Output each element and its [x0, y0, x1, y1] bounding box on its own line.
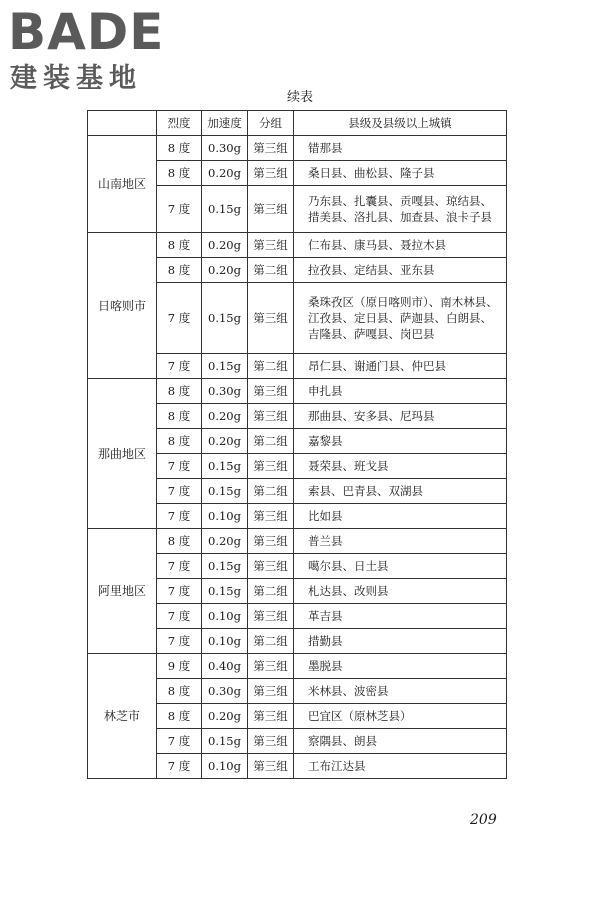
intensity-cell: 7 度	[157, 354, 202, 379]
group-cell: 第三组	[248, 679, 294, 704]
header-towns: 县级及县级以上城镇	[294, 111, 507, 136]
towns-cell: 聂荣县、班戈县	[294, 454, 507, 479]
acceleration-cell: 0.20g	[202, 404, 248, 429]
group-cell: 第二组	[248, 354, 294, 379]
acceleration-cell: 0.15g	[202, 186, 248, 233]
intensity-cell: 7 度	[157, 504, 202, 529]
header-group: 分组	[248, 111, 294, 136]
intensity-cell: 7 度	[157, 604, 202, 629]
table-row	[88, 136, 507, 161]
group-cell: 第二组	[248, 258, 294, 283]
intensity-cell: 8 度	[157, 704, 202, 729]
towns-cell: 桑日县、曲松县、隆子县	[294, 161, 507, 186]
table-row	[88, 379, 507, 404]
towns-cell: 拉孜县、定结县、亚东县	[294, 258, 507, 283]
table-header-row	[88, 111, 507, 136]
logo-subtitle: 建装基地	[10, 63, 142, 94]
towns-cell: 乃东县、扎囊县、贡嘎县、琼结县、措美县、洛扎县、加查县、浪卡子县	[294, 186, 507, 233]
intensity-cell: 7 度	[157, 729, 202, 754]
group-cell: 第三组	[248, 404, 294, 429]
acceleration-cell: 0.10g	[202, 604, 248, 629]
acceleration-cell: 0.30g	[202, 379, 248, 404]
group-cell: 第三组	[248, 161, 294, 186]
acceleration-cell: 0.20g	[202, 233, 248, 258]
intensity-cell: 8 度	[157, 679, 202, 704]
towns-cell: 索县、巴青县、双湖县	[294, 479, 507, 504]
seismic-table	[87, 110, 507, 779]
group-cell: 第三组	[248, 504, 294, 529]
table-body	[88, 136, 507, 779]
acceleration-cell: 0.10g	[202, 629, 248, 654]
table-row	[88, 654, 507, 679]
towns-cell: 米林县、波密县	[294, 679, 507, 704]
intensity-cell: 7 度	[157, 579, 202, 604]
towns-cell: 比如县	[294, 504, 507, 529]
group-cell: 第三组	[248, 729, 294, 754]
acceleration-cell: 0.20g	[202, 258, 248, 283]
towns-cell: 普兰县	[294, 529, 507, 554]
towns-cell: 申扎县	[294, 379, 507, 404]
brand-logo	[8, 3, 198, 96]
intensity-cell: 7 度	[157, 283, 202, 354]
intensity-cell: 8 度	[157, 529, 202, 554]
group-cell: 第三组	[248, 604, 294, 629]
group-cell: 第三组	[248, 554, 294, 579]
acceleration-cell: 0.15g	[202, 729, 248, 754]
towns-cell: 革吉县	[294, 604, 507, 629]
group-cell: 第二组	[248, 579, 294, 604]
intensity-cell: 7 度	[157, 479, 202, 504]
acceleration-cell: 0.30g	[202, 136, 248, 161]
group-cell: 第二组	[248, 429, 294, 454]
group-cell: 第三组	[248, 529, 294, 554]
intensity-cell: 9 度	[157, 654, 202, 679]
intensity-cell: 8 度	[157, 429, 202, 454]
acceleration-cell: 0.15g	[202, 479, 248, 504]
table-row	[88, 529, 507, 554]
intensity-cell: 7 度	[157, 754, 202, 779]
towns-cell: 巴宜区（原林芝县）	[294, 704, 507, 729]
intensity-cell: 8 度	[157, 136, 202, 161]
intensity-cell: 7 度	[157, 186, 202, 233]
table-caption: 续表	[286, 90, 313, 105]
acceleration-cell: 0.15g	[202, 354, 248, 379]
region-cell: 阿里地区	[88, 529, 157, 654]
group-cell: 第三组	[248, 233, 294, 258]
towns-cell: 札达县、改则县	[294, 579, 507, 604]
towns-cell: 噶尔县、日土县	[294, 554, 507, 579]
acceleration-cell: 0.40g	[202, 654, 248, 679]
group-cell: 第三组	[248, 186, 294, 233]
acceleration-cell: 0.20g	[202, 429, 248, 454]
group-cell: 第三组	[248, 379, 294, 404]
header-region	[88, 111, 157, 136]
intensity-cell: 8 度	[157, 161, 202, 186]
group-cell: 第二组	[248, 629, 294, 654]
group-cell: 第三组	[248, 283, 294, 354]
acceleration-cell: 0.10g	[202, 754, 248, 779]
page-number: 209	[470, 812, 497, 828]
group-cell: 第三组	[248, 754, 294, 779]
acceleration-cell: 0.15g	[202, 554, 248, 579]
intensity-cell: 8 度	[157, 404, 202, 429]
group-cell: 第三组	[248, 454, 294, 479]
towns-cell: 仁布县、康马县、聂拉木县	[294, 233, 507, 258]
intensity-cell: 7 度	[157, 629, 202, 654]
header-intensity: 烈度	[157, 111, 202, 136]
intensity-cell: 8 度	[157, 233, 202, 258]
intensity-cell: 7 度	[157, 554, 202, 579]
acceleration-cell: 0.10g	[202, 504, 248, 529]
acceleration-cell: 0.20g	[202, 529, 248, 554]
region-cell: 山南地区	[88, 136, 157, 233]
intensity-cell: 8 度	[157, 258, 202, 283]
region-cell: 林芝市	[88, 654, 157, 779]
group-cell: 第三组	[248, 136, 294, 161]
towns-cell: 嘉黎县	[294, 429, 507, 454]
group-cell: 第二组	[248, 479, 294, 504]
towns-cell: 工布江达县	[294, 754, 507, 779]
table-row	[88, 233, 507, 258]
header-acceleration: 加速度	[202, 111, 248, 136]
intensity-cell: 7 度	[157, 454, 202, 479]
region-cell: 日喀则市	[88, 233, 157, 379]
acceleration-cell: 0.20g	[202, 704, 248, 729]
towns-cell: 墨脱县	[294, 654, 507, 679]
towns-cell: 措勤县	[294, 629, 507, 654]
acceleration-cell: 0.20g	[202, 161, 248, 186]
acceleration-cell: 0.30g	[202, 679, 248, 704]
group-cell: 第三组	[248, 704, 294, 729]
towns-cell: 察隅县、朗县	[294, 729, 507, 754]
region-cell: 那曲地区	[88, 379, 157, 529]
towns-cell: 昂仁县、谢通门县、仲巴县	[294, 354, 507, 379]
towns-cell: 错那县	[294, 136, 507, 161]
logo-brand-text: BADE	[8, 3, 165, 61]
acceleration-cell: 0.15g	[202, 454, 248, 479]
intensity-cell: 8 度	[157, 379, 202, 404]
acceleration-cell: 0.15g	[202, 579, 248, 604]
acceleration-cell: 0.15g	[202, 283, 248, 354]
group-cell: 第三组	[248, 654, 294, 679]
towns-cell: 那曲县、安多县、尼玛县	[294, 404, 507, 429]
towns-cell: 桑珠孜区（原日喀则市）、南木林县、江孜县、定日县、萨迦县、白朗县、吉隆县、萨嘎县、岗巴县	[294, 283, 507, 354]
